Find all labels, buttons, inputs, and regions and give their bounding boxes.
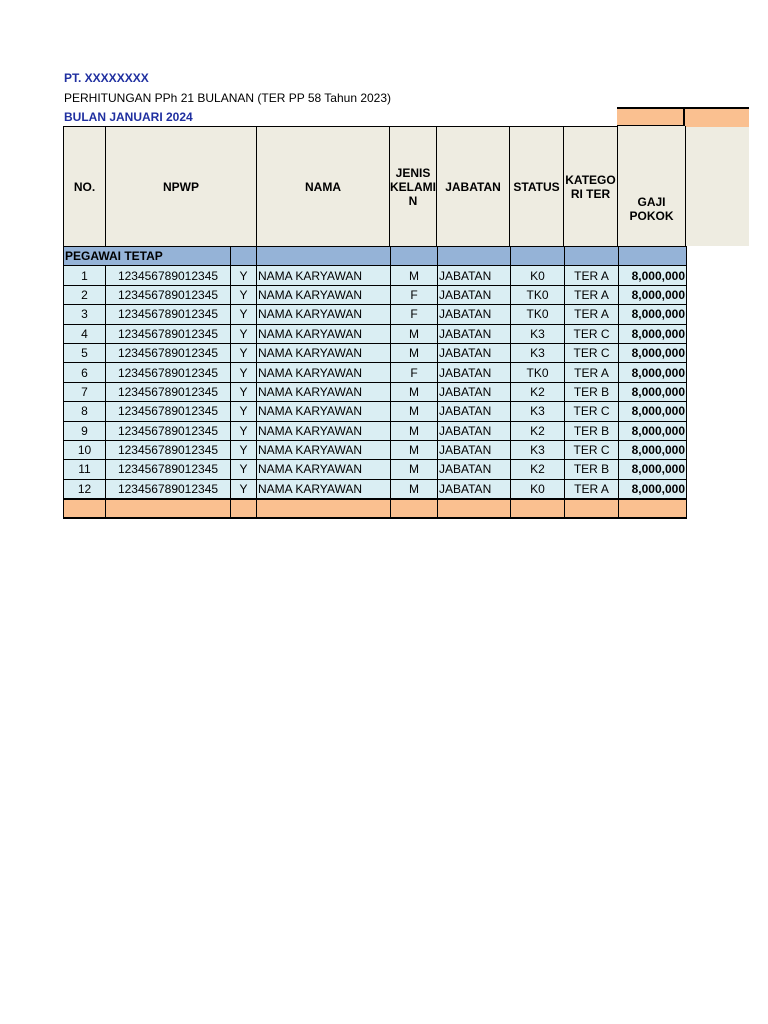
cell-jabatan: JABATAN	[438, 421, 511, 440]
cell-kategori-ter: TER A	[565, 266, 619, 285]
total-cell	[619, 499, 687, 518]
cell-status: K3	[511, 402, 565, 421]
company-name: PT. XXXXXXXX	[64, 71, 149, 85]
section-row	[64, 247, 687, 266]
total-cell	[257, 499, 391, 518]
cell-jenis-kelamin: F	[391, 305, 438, 324]
col-header-jabatan	[436, 126, 510, 247]
table-row	[64, 305, 687, 324]
cell-npwp: 123456789012345	[106, 421, 231, 440]
cell-flag: Y	[231, 460, 257, 479]
cell-kategori-ter: TER A	[565, 363, 619, 382]
col-header-status-label: STATUS	[513, 179, 560, 194]
cell-jenis-kelamin: M	[391, 460, 438, 479]
cell-jabatan: JABATAN	[438, 479, 511, 499]
cell-kategori-ter: TER B	[565, 382, 619, 401]
cell-no: 4	[64, 324, 106, 343]
cell-flag: Y	[231, 421, 257, 440]
cell-kategori-ter: TER B	[565, 460, 619, 479]
cell-gaji-pokok: 8,000,000	[619, 266, 687, 285]
cell-kategori-ter: TER A	[565, 479, 619, 499]
cell-jabatan: JABATAN	[438, 402, 511, 421]
cell-nama: NAMA KARYAWAN	[257, 305, 391, 324]
cell-nama: NAMA KARYAWAN	[257, 402, 391, 421]
cell-nama: NAMA KARYAWAN	[257, 343, 391, 362]
table-row	[64, 402, 687, 421]
cell-gaji-pokok: 8,000,000	[619, 421, 687, 440]
cell-status: K3	[511, 343, 565, 362]
cell-flag: Y	[231, 363, 257, 382]
cell-npwp: 123456789012345	[106, 363, 231, 382]
cell-jenis-kelamin: M	[391, 324, 438, 343]
cell-npwp: 123456789012345	[106, 343, 231, 362]
cell-gaji-pokok: 8,000,000	[619, 479, 687, 499]
cell-status: K0	[511, 266, 565, 285]
cell-no: 1	[64, 266, 106, 285]
cell-jabatan: JABATAN	[438, 382, 511, 401]
cell-status: K3	[511, 324, 565, 343]
total-cell	[438, 499, 511, 518]
col-header-kategori-ter-label: KATEGO RI TER	[565, 172, 616, 201]
cell-no: 11	[64, 460, 106, 479]
cell-flag: Y	[231, 479, 257, 499]
total-cell	[565, 499, 619, 518]
cell-nama: NAMA KARYAWAN	[257, 266, 391, 285]
cell-gaji-pokok: 8,000,000	[619, 324, 687, 343]
cell-nama: NAMA KARYAWAN	[257, 440, 391, 459]
cell-npwp: 123456789012345	[106, 324, 231, 343]
cell-kategori-ter: TER C	[565, 343, 619, 362]
cell-status: K2	[511, 382, 565, 401]
col-header-no-label: NO.	[73, 179, 96, 194]
table-row	[64, 421, 687, 440]
cell-nama: NAMA KARYAWAN	[257, 363, 391, 382]
cell-jenis-kelamin: M	[391, 440, 438, 459]
cell-kategori-ter: TER B	[565, 421, 619, 440]
cell-kategori-ter: TER C	[565, 440, 619, 459]
report-title: PERHITUNGAN PPh 21 BULANAN (TER PP 58 Tahun 2023)	[64, 91, 392, 105]
table-row	[64, 343, 687, 362]
cell-jabatan: JABATAN	[438, 285, 511, 304]
cell-gaji-pokok: 8,000,000	[619, 305, 687, 324]
cell-jabatan: JABATAN	[438, 440, 511, 459]
total-cell	[511, 499, 565, 518]
cell-gaji-pokok: 8,000,000	[619, 440, 687, 459]
col-header-jenis-kelamin-label: JENIS KELAMI N	[390, 165, 436, 208]
cell-flag: Y	[231, 305, 257, 324]
cell-nama: NAMA KARYAWAN	[257, 479, 391, 499]
col-header-nama-label: NAMA	[305, 179, 341, 194]
col-header-kategori-ter	[563, 126, 618, 247]
cell-status: TK0	[511, 305, 565, 324]
cell-nama: NAMA KARYAWAN	[257, 460, 391, 479]
cell-jenis-kelamin: M	[391, 402, 438, 421]
cell-jabatan: JABATAN	[438, 460, 511, 479]
cell-npwp: 123456789012345	[106, 440, 231, 459]
col-header-jabatan-label: JABATAN	[445, 179, 501, 194]
cell-no: 2	[64, 285, 106, 304]
cell-gaji-pokok: 8,000,000	[619, 343, 687, 362]
total-row	[64, 499, 687, 518]
col-header-npwp-label: NPWP	[163, 179, 199, 194]
cell-status: TK0	[511, 285, 565, 304]
cell-gaji-pokok: 8,000,000	[619, 402, 687, 421]
cell-jenis-kelamin: M	[391, 382, 438, 401]
cell-status: K2	[511, 421, 565, 440]
total-cell	[106, 499, 231, 518]
col-header-nama	[256, 126, 390, 247]
table-row	[64, 266, 687, 285]
table-row	[64, 324, 687, 343]
total-cell	[64, 499, 106, 518]
cell-npwp: 123456789012345	[106, 479, 231, 499]
cell-jabatan: JABATAN	[438, 363, 511, 382]
cell-flag: Y	[231, 440, 257, 459]
cell-gaji-pokok: 8,000,000	[619, 363, 687, 382]
table-row	[64, 440, 687, 459]
cell-status: K3	[511, 440, 565, 459]
cell-no: 6	[64, 363, 106, 382]
cell-flag: Y	[231, 324, 257, 343]
cell-no: 5	[64, 343, 106, 362]
cell-npwp: 123456789012345	[106, 402, 231, 421]
cell-nama: NAMA KARYAWAN	[257, 285, 391, 304]
cell-jenis-kelamin: F	[391, 285, 438, 304]
cell-jenis-kelamin: M	[391, 479, 438, 499]
cell-kategori-ter: TER A	[565, 285, 619, 304]
cell-gaji-pokok: 8,000,000	[619, 382, 687, 401]
cell-flag: Y	[231, 382, 257, 401]
col-header-gaji-pokok	[617, 170, 686, 247]
cell-no: 9	[64, 421, 106, 440]
cell-jabatan: JABATAN	[438, 343, 511, 362]
table-row	[64, 382, 687, 401]
table-row	[64, 460, 687, 479]
cell-npwp: 123456789012345	[106, 285, 231, 304]
cell-no: 12	[64, 479, 106, 499]
cell-kategori-ter: TER A	[565, 305, 619, 324]
cell-no: 8	[64, 402, 106, 421]
cell-flag: Y	[231, 266, 257, 285]
table-row	[64, 479, 687, 499]
col-header-status	[509, 126, 564, 247]
cell-jenis-kelamin: M	[391, 343, 438, 362]
cell-nama: NAMA KARYAWAN	[257, 421, 391, 440]
section-label: PEGAWAI TETAP	[64, 247, 231, 266]
cell-kategori-ter: TER C	[565, 402, 619, 421]
col-header-npwp	[105, 126, 257, 247]
total-cell	[391, 499, 438, 518]
cell-jenis-kelamin: M	[391, 421, 438, 440]
col-header-gaji-pokok-label: GAJI POKOK	[629, 194, 674, 223]
cell-nama: NAMA KARYAWAN	[257, 382, 391, 401]
total-cell	[231, 499, 257, 518]
col-header-no	[63, 126, 106, 247]
cell-npwp: 123456789012345	[106, 460, 231, 479]
cell-nama: NAMA KARYAWAN	[257, 324, 391, 343]
cell-no: 7	[64, 382, 106, 401]
table-row	[64, 363, 687, 382]
cell-jabatan: JABATAN	[438, 324, 511, 343]
cell-flag: Y	[231, 343, 257, 362]
cell-npwp: 123456789012345	[106, 305, 231, 324]
report-period: BULAN JANUARI 2024	[64, 110, 193, 124]
header-accent-line	[617, 107, 685, 127]
cell-jabatan: JABATAN	[438, 305, 511, 324]
cell-no: 3	[64, 305, 106, 324]
cell-no: 10	[64, 440, 106, 459]
table-row	[64, 285, 687, 304]
cell-npwp: 123456789012345	[106, 382, 231, 401]
cell-npwp: 123456789012345	[106, 266, 231, 285]
cell-status: K2	[511, 460, 565, 479]
cell-kategori-ter: TER C	[565, 324, 619, 343]
cell-jenis-kelamin: F	[391, 363, 438, 382]
cell-status: K0	[511, 479, 565, 499]
cell-flag: Y	[231, 285, 257, 304]
employee-table	[63, 246, 687, 519]
cell-jenis-kelamin: M	[391, 266, 438, 285]
col-header-jenis-kelamin	[389, 126, 437, 247]
cell-gaji-pokok: 8,000,000	[619, 460, 687, 479]
cell-jabatan: JABATAN	[438, 266, 511, 285]
cell-gaji-pokok: 8,000,000	[619, 285, 687, 304]
gaji-header-top	[617, 126, 686, 171]
cell-flag: Y	[231, 402, 257, 421]
cell-status: TK0	[511, 363, 565, 382]
